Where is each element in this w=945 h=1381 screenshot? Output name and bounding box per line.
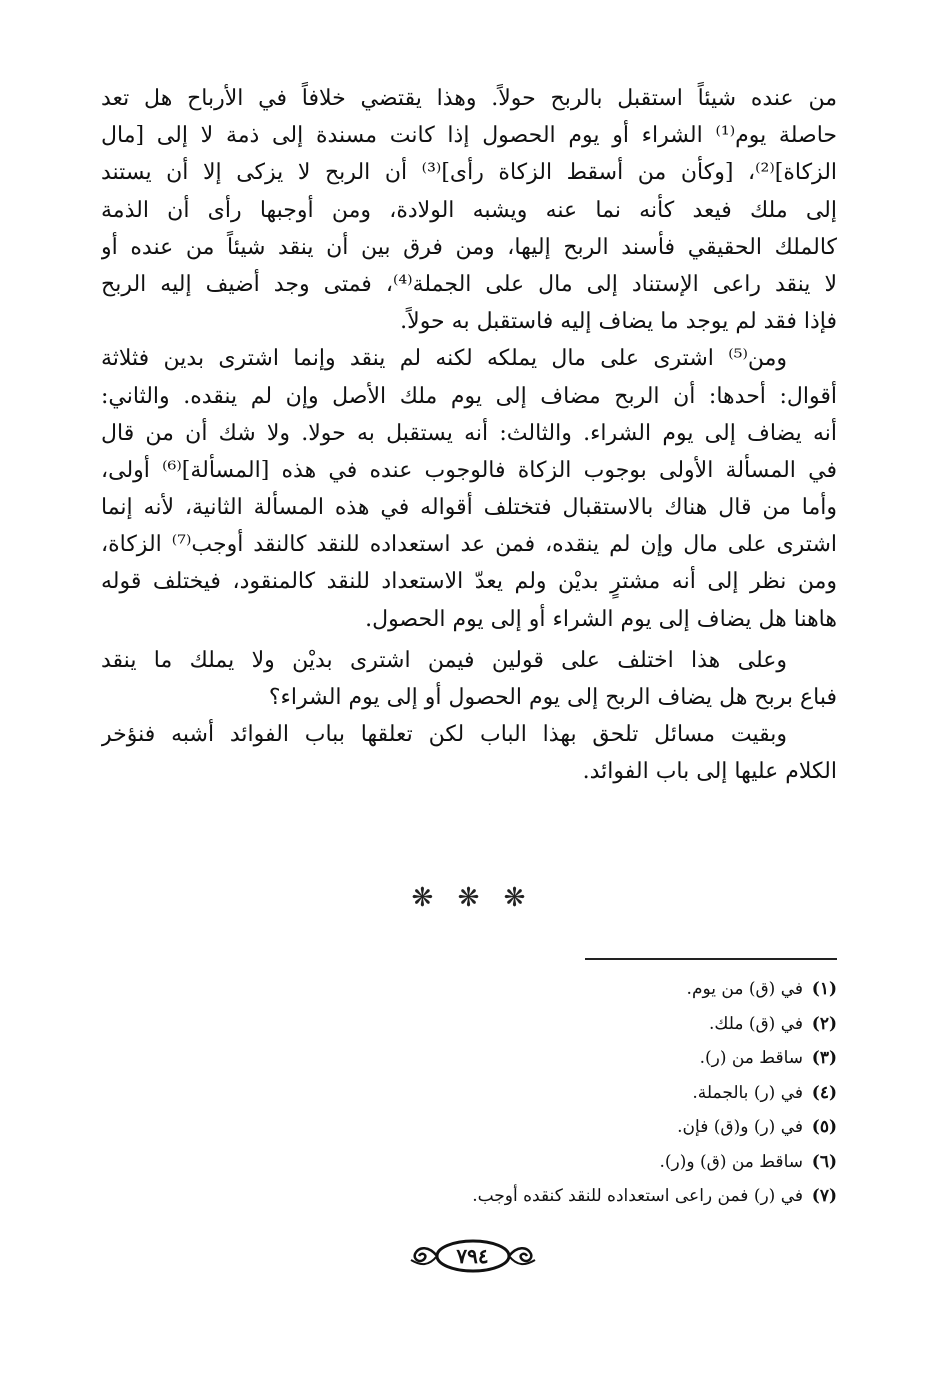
page-number: ٧٩٤ xyxy=(456,1244,489,1268)
footnote-number: (٧) xyxy=(811,1186,837,1206)
text-line: وأما من قال هناك بالاستقبال فتختلف أقواله في هذه المسألة الثانية، لأنه إنما xyxy=(101,495,837,521)
footnote-item xyxy=(101,1110,837,1145)
footnote-text: في (ر) فمن راعى استعداده للنقد كنقده أوجب. xyxy=(472,1186,803,1206)
text-line: الزكاة]⁽²⁾، [وكأن من أسقط الزكاة رأى]⁽³⁾ أن الربح لا يزكى إلا أن يستند xyxy=(101,160,837,186)
text-line: لا ينقد راعى الإستناد إلى مال على الجملة⁽⁴⁾، فمتى وجد أضيف إليه الربح xyxy=(101,271,837,297)
text-line: الكلام عليها إلى باب الفوائد. xyxy=(582,759,837,785)
text-line: ومن نظر إلى أنه مشترٍ بديْن ولم يعدّ الاستعداد للنقد كالمنقود، فيختلف قوله xyxy=(101,569,837,595)
footnote-item xyxy=(101,1179,837,1214)
text-line: كالملك الحقيقي فأسند الربح إليها، ومن فرق بين أن ينقد شيئاً من عنده أو xyxy=(101,234,837,260)
footnote-number: (١) xyxy=(811,979,837,999)
text-line: وبقيت مسائل تلحق بهذا الباب لكن تعلقها بباب الفوائد أشبه فنؤخر xyxy=(101,722,787,748)
text-line: أنه يضاف إلى يوم الشراء. والثالث: أنه يستقبل به حولا. ولا شك أن من قال xyxy=(101,420,837,446)
footnote-number: (٤) xyxy=(811,1082,837,1103)
text-line: اشترى على مال وإن لم ينقده، فمن عد استعداده للنقد كالنقد أوجب⁽⁷⁾ الزكاة، xyxy=(101,532,837,558)
footnote-text: في (ر) بالجملة. xyxy=(692,1082,803,1103)
footnote-rule xyxy=(585,958,837,960)
page-footer xyxy=(0,1236,945,1280)
section-separator: ❋ ❋ ❋ xyxy=(411,883,534,913)
footnote-text: في (ر) و(ق) فإن. xyxy=(677,1117,803,1137)
text-line: حاصلة يوم⁽¹⁾ الشراء أو يوم الحصول إذا كانت مسندة إلى ذمة لا إلى [مال xyxy=(101,123,837,149)
footnote-text: ساقط من (ر). xyxy=(699,1048,803,1068)
text-line: إلى ملك فيعد كأنه نما عنه ويشبه الولادة، ومن أوجبها رأى أن الذمة xyxy=(101,197,837,223)
text-line: ومن⁽⁵⁾ اشترى على مال يملكه لكنه لم ينقد وإنما اشترى بدين فثلاثة xyxy=(101,346,787,372)
footnote-number: (٥) xyxy=(811,1117,837,1137)
footnote-item xyxy=(101,1041,837,1076)
footnote-number: (٣) xyxy=(811,1048,837,1068)
footnote-item xyxy=(101,1007,837,1042)
footnote-text: في (ق) ملك. xyxy=(708,1013,803,1034)
footnote-item xyxy=(101,1076,837,1111)
text-line: وعلى هذا اختلف على قولين فيمن اشترى بديْن ولا يملك ما ينقد xyxy=(101,647,787,673)
footnotes-list xyxy=(101,972,837,1214)
footnote-text: ساقط من (ق) و(ر). xyxy=(659,1151,803,1172)
footnote-number: (٦) xyxy=(811,1151,837,1172)
text-line: من عنده شيئاً استقبل بالربح حولاً. وهذا يقتضي خلافاً في الأرباح هل تعد xyxy=(101,86,837,111)
page-number-ornament xyxy=(403,1236,543,1276)
text-line: أقوال: أحدها: أن الربح مضاف إلى يوم ملك الأصل وإن لم ينقده. والثاني: xyxy=(101,383,837,409)
text-line: في المسألة الأولى بوجوب الزكاة فالوجوب عنده في هذه [المسألة]⁽⁶⁾ أولى، xyxy=(101,457,837,483)
text-line: هاهنا هل يضاف إلى يوم الشراء أو إلى يوم الحصول. xyxy=(365,606,837,632)
main-text-block xyxy=(101,80,837,791)
footnote-number: (٢) xyxy=(811,1013,837,1034)
text-line: فإذا فقد لم يوجد ما يضاف إليه فاستقبل به حولاً. xyxy=(400,309,837,335)
text-line: فباع بربح هل يضاف الربح إلى يوم الحصول أو إلى يوم الشراء؟ xyxy=(268,685,837,710)
footnote-item xyxy=(101,1145,837,1180)
footnote-text: في (ق) من يوم. xyxy=(686,979,803,999)
footnote-item xyxy=(101,972,837,1007)
